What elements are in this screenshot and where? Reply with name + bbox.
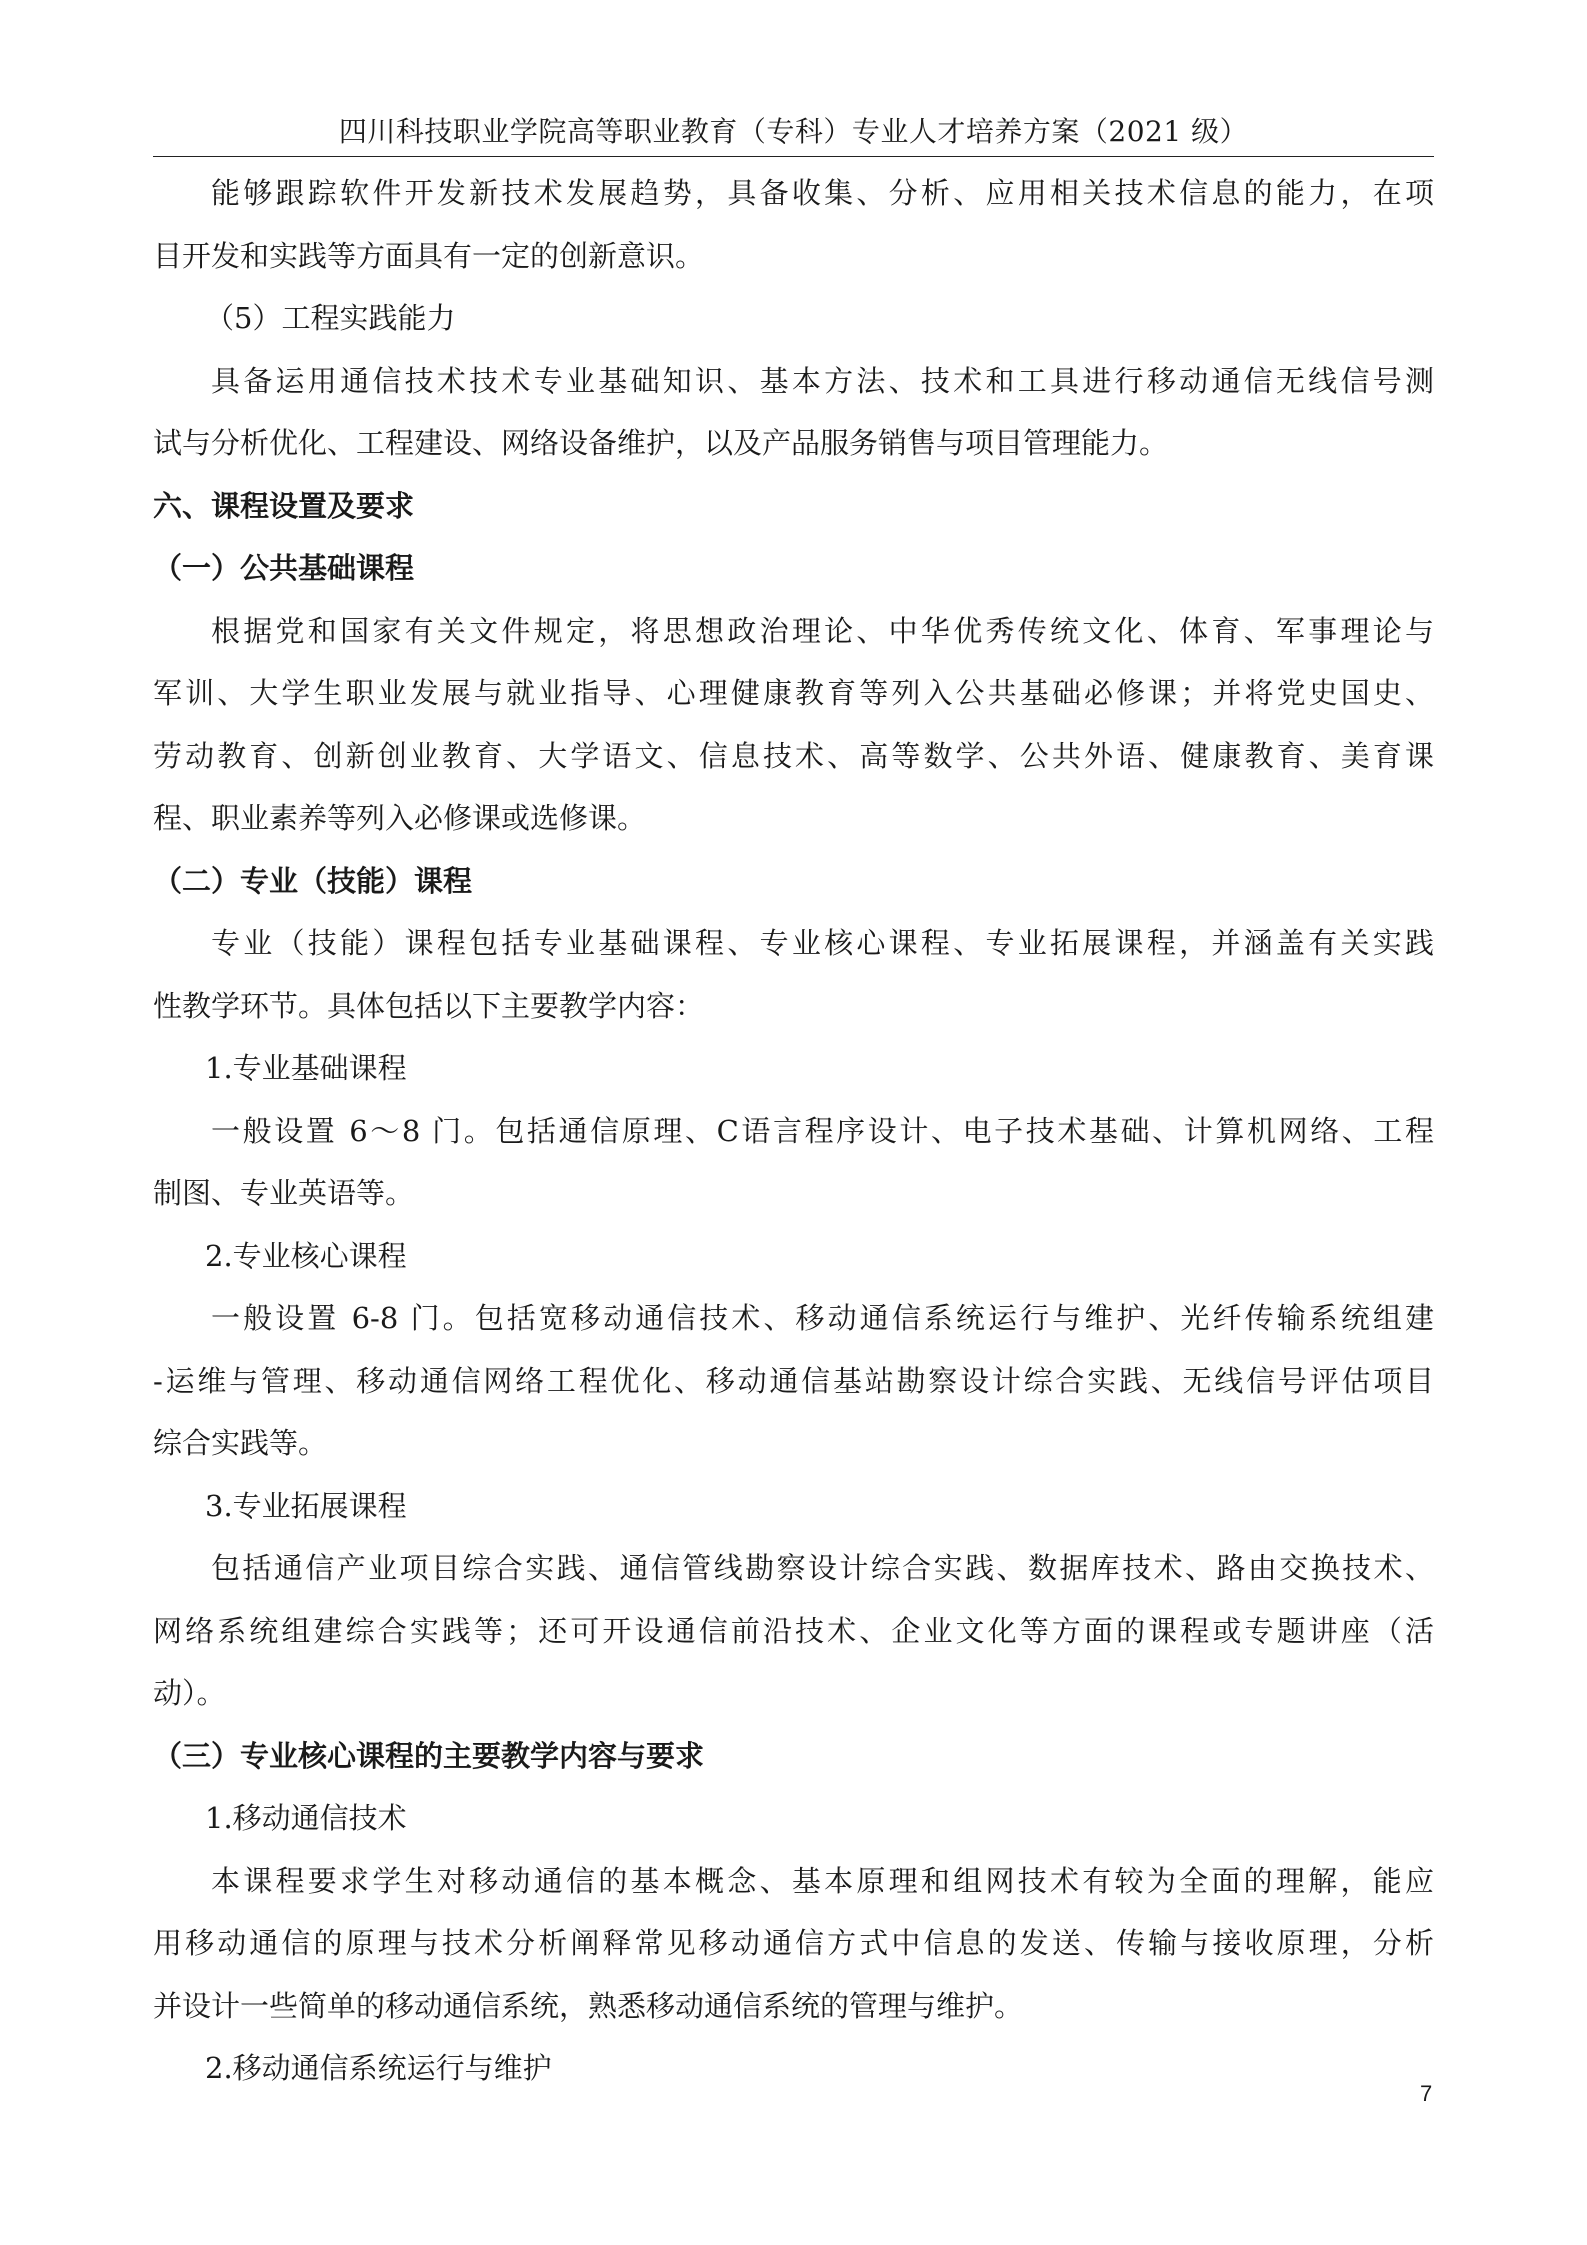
paragraph-line: 目开发和实践等方面具有一定的创新意识。	[153, 238, 705, 273]
item-title: 3.专业拓展课程	[205, 1488, 407, 1523]
subsection-heading: （一）公共基础课程	[153, 551, 415, 585]
paragraph-line: 军训、大学生职业发展与就业指导、心理健康教育等列入公共基础必修课；并将党史国史、	[153, 676, 1434, 710]
page-number: 7	[1420, 2081, 1433, 2106]
paragraph-line: 并设计一些简单的移动通信系统，熟悉移动通信系统的管理与维护。	[153, 1988, 1024, 2023]
paragraph-line: 性教学环节。具体包括以下主要教学内容：	[153, 988, 705, 1023]
paragraph-line: 动）。	[153, 1676, 226, 1710]
item-title: 2.专业核心课程	[205, 1238, 407, 1273]
paragraph-line: 综合实践等。	[153, 1426, 328, 1460]
paragraph-line: 制图、专业英语等。	[153, 1176, 415, 1210]
document-body	[153, 162, 1434, 2100]
paragraph-line: 本课程要求学生对移动通信的基本概念、基本原理和组网技术有较为全面的理解，能应	[211, 1863, 1434, 1898]
paragraph-line: 具备运用通信技术技术专业基础知识、基本方法、技术和工具进行移动通信无线信号测	[211, 363, 1434, 398]
paragraph-line: 用移动通信的原理与技术分析阐释常见移动通信方式中信息的发送、传输与接收原理，分析	[153, 1926, 1434, 1960]
paragraph-line: 一般设置 6-8 门。包括宽移动通信技术、移动通信系统运行与维护、光纤传输系统组建	[211, 1301, 1434, 1335]
paragraph-line: -运维与管理、移动通信网络工程优化、移动通信基站勘察设计综合实践、无线信号评估项目	[153, 1363, 1434, 1398]
subsection-heading: （三）专业核心课程的主要教学内容与要求	[153, 1738, 705, 1773]
paragraph-line: 能够跟踪软件开发新技术发展趋势，具备收集、分析、应用相关技术信息的能力，在项	[211, 176, 1434, 210]
paragraph-line: 一般设置 6～8 门。包括通信原理、C语言程序设计、电子技术基础、计算机网络、工程	[211, 1113, 1434, 1148]
paragraph-line: 程、职业素养等列入必修课或选修课。	[153, 801, 647, 835]
paragraph-line: 劳动教育、创新创业教育、大学语文、信息技术、高等数学、公共外语、健康教育、美育课	[153, 738, 1434, 773]
item-title: 1.移动通信技术	[205, 1801, 407, 1835]
header-divider	[153, 156, 1434, 157]
section-heading: 六、课程设置及要求	[153, 488, 415, 523]
header-title: 四川科技职业学院高等职业教育（专科）专业人才培养方案（2021 级）	[338, 115, 1249, 148]
item-title: 1.专业基础课程	[205, 1051, 407, 1085]
paragraph-line: 专业（技能）课程包括专业基础课程、专业核心课程、专业拓展课程，并涵盖有关实践	[211, 926, 1434, 960]
subsection-heading: （二）专业（技能）课程	[153, 863, 473, 898]
paragraph-line: 网络系统组建综合实践等；还可开设通信前沿技术、企业文化等方面的课程或专题讲座（活	[153, 1613, 1434, 1648]
paragraph-line: 试与分析优化、工程建设、网络设备维护，以及产品服务销售与项目管理能力。	[153, 426, 1169, 460]
subsection-title: （5）工程实践能力	[205, 301, 456, 335]
item-title: 2.移动通信系统运行与维护	[205, 2051, 552, 2085]
paragraph-line: 根据党和国家有关文件规定，将思想政治理论、中华优秀传统文化、体育、军事理论与	[211, 613, 1434, 648]
paragraph-line: 包括通信产业项目综合实践、通信管线勘察设计综合实践、数据库技术、路由交换技术、	[211, 1551, 1434, 1585]
page-header	[0, 112, 1587, 152]
